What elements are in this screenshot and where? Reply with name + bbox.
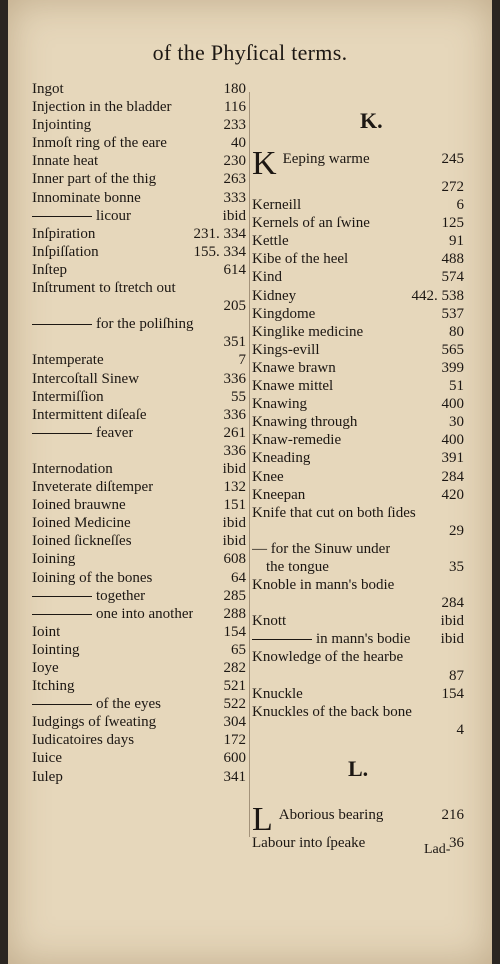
entry-page-number: 285	[223, 587, 246, 604]
index-entry	[32, 623, 246, 641]
entry-term	[32, 116, 91, 134]
index-entry	[252, 359, 464, 377]
entry-term	[32, 514, 131, 532]
index-entry	[252, 196, 464, 214]
index-entry	[32, 749, 246, 767]
entry-page-number: 521	[223, 678, 246, 695]
index-entry	[252, 431, 464, 449]
entry-page-number: 154	[223, 623, 246, 640]
entry-term-text: Kneepan	[252, 486, 306, 503]
index-entry	[32, 532, 246, 550]
entry-term-text: Ioined Medicine	[32, 515, 131, 532]
entry-page-number: 7	[238, 352, 246, 369]
entry-term	[32, 731, 134, 749]
entry-term-text: Inſpiration	[32, 225, 96, 242]
entry-term	[32, 80, 64, 98]
index-entry	[252, 341, 464, 359]
entry-term-text: Kidney	[252, 287, 297, 304]
index-entry	[252, 305, 464, 323]
entry-term-text: Inner part of the thig	[32, 171, 157, 188]
entry-term	[252, 558, 329, 576]
entry-term	[32, 170, 156, 188]
entry-page-number: 80	[449, 323, 464, 340]
entry-term-text: Iudgings of ſweating	[32, 714, 157, 731]
drop-cap-letter: K	[252, 150, 277, 178]
entry-term-text: Injointing	[32, 117, 92, 134]
index-entry	[32, 315, 246, 333]
entry-page-number: 399	[441, 359, 464, 376]
section-heading-k: K.	[360, 108, 383, 133]
entry-term	[32, 424, 133, 442]
ditto-rule	[32, 596, 92, 597]
entry-page-number: ibid	[222, 533, 246, 550]
index-entry	[32, 587, 246, 605]
entry-page-number: 40	[231, 135, 246, 152]
index-entry	[252, 648, 464, 666]
entry-term-text: Inſtrument to ſtretch out	[32, 280, 176, 297]
column-divider	[249, 92, 250, 837]
drop-cap-letter: L	[252, 806, 273, 834]
entry-term-text: Kerneill	[252, 197, 302, 214]
index-entry	[252, 413, 464, 431]
entry-term	[32, 749, 62, 767]
entry-page-number: 614	[223, 261, 246, 278]
entry-page-number	[242, 315, 246, 333]
entry-page-number: 29	[449, 522, 464, 539]
entry-term	[252, 395, 307, 413]
entry-page-number: 91	[449, 233, 464, 250]
ditto-rule	[252, 639, 312, 640]
index-entry	[32, 116, 246, 134]
entry-term	[32, 659, 59, 677]
index-entry	[252, 150, 464, 178]
entry-page-number: 64	[231, 569, 246, 586]
entry-page-number: 55	[231, 388, 246, 405]
index-entry	[32, 569, 246, 587]
index-entry	[252, 721, 464, 739]
index-entry	[32, 442, 246, 460]
entry-page-number: ibid	[222, 515, 246, 532]
entry-term-text: Kibe of the heel	[252, 251, 349, 268]
entry-page-number	[242, 279, 246, 297]
entry-term	[32, 351, 104, 369]
entry-term	[32, 261, 67, 279]
entry-term-text: Ioining	[32, 551, 76, 568]
index-entry	[32, 731, 246, 749]
entry-term	[252, 630, 410, 648]
entry-page-number: 522	[223, 696, 246, 713]
entry-term-text: Inveterate diſtemper	[32, 479, 154, 496]
index-entry	[32, 152, 246, 170]
index-entry	[32, 424, 246, 442]
entry-page-number: 151	[223, 497, 246, 514]
entry-term-text: Iuice	[32, 750, 62, 767]
entry-term	[32, 605, 193, 623]
entry-term	[32, 189, 141, 207]
entry-term-text: Inſpiſſation	[32, 243, 99, 260]
entry-term-text: Injection in the bladder	[32, 99, 172, 116]
index-entry	[252, 703, 464, 721]
entry-page-number: 155. 334	[193, 243, 246, 260]
entry-term-text: Inſtep	[32, 261, 67, 278]
entry-term	[252, 341, 320, 359]
index-entry	[32, 80, 246, 98]
entry-page-number: 261	[223, 424, 246, 441]
index-entry	[252, 612, 464, 630]
entry-term	[252, 703, 412, 721]
catchword: Lad-	[424, 842, 451, 857]
entry-page-number: 600	[223, 750, 246, 767]
entry-term-text: Kingdome	[252, 305, 316, 322]
entry-term	[32, 388, 104, 406]
entry-term-text: Kinglike medicine	[252, 323, 364, 340]
entry-page-number: 51	[449, 378, 464, 395]
entry-page-number: 565	[441, 341, 464, 358]
entry-term-text: Intermittent diſeaſe	[32, 406, 147, 423]
entry-page-number: 288	[223, 605, 246, 622]
entry-term-text: Itching	[32, 678, 75, 695]
entry-page-number: 537	[441, 305, 464, 322]
index-entry	[32, 261, 246, 279]
entry-term-text: for the poliſhing	[96, 316, 194, 333]
entry-term-text: Kneading	[252, 450, 311, 467]
index-column-left	[32, 80, 246, 786]
entry-term-text: Knowledge of the hearbe	[252, 649, 404, 666]
entry-term-text: Knawe mittel	[252, 378, 334, 395]
index-entry	[32, 406, 246, 424]
entry-page-number: ibid	[222, 207, 246, 224]
entry-term	[32, 550, 75, 568]
entry-page-number: ibid	[440, 631, 464, 648]
index-entry	[32, 605, 246, 623]
entry-page-number: 180	[223, 81, 246, 97]
entry-term-text: Iointing	[32, 641, 80, 658]
index-entry	[32, 189, 246, 207]
index-entry	[252, 576, 464, 594]
entry-term-text: Intermiſſion	[32, 388, 104, 405]
index-entry	[32, 659, 246, 677]
index-entry	[32, 388, 246, 406]
entry-page-number: 351	[223, 334, 246, 351]
entry-term-text: Iulep	[32, 768, 63, 785]
entry-page-number: 230	[223, 153, 246, 170]
entry-page-number: 333	[223, 189, 246, 206]
entry-term	[32, 713, 156, 731]
entry-term	[252, 196, 301, 214]
entry-term-text: Knaw-remedie	[252, 432, 342, 449]
entry-page-number	[460, 576, 464, 594]
entry-page-number: 272	[441, 179, 464, 195]
entry-term	[32, 496, 126, 514]
entry-page-number: 233	[223, 117, 246, 134]
entry-term	[32, 587, 145, 605]
index-entry	[252, 540, 464, 558]
entry-term	[32, 532, 132, 550]
entry-page-number: 132	[223, 479, 246, 496]
entry-page-number: 341	[223, 768, 246, 785]
entry-term	[252, 834, 365, 852]
entry-term	[252, 214, 370, 232]
entry-term	[252, 685, 303, 703]
entry-page-number: 336	[223, 370, 246, 387]
entry-page-number: 216	[441, 807, 464, 823]
entry-page-number: 608	[223, 551, 246, 568]
entry-term-text: Labour into ſpeake	[252, 835, 366, 851]
entry-term	[32, 677, 75, 695]
entry-term	[252, 377, 333, 395]
index-entry	[252, 449, 464, 467]
entry-page-number	[460, 648, 464, 666]
entry-page-number	[460, 540, 464, 558]
index-entry	[252, 522, 464, 540]
index-entry	[32, 279, 246, 297]
entry-page-number	[460, 504, 464, 522]
index-entry	[32, 98, 246, 116]
entry-term-text: Intemperate	[32, 352, 104, 369]
entry-page-number: 36	[449, 835, 464, 851]
index-entry	[32, 713, 246, 731]
index-column-k	[252, 150, 464, 739]
index-entry	[252, 323, 464, 341]
entry-page-number: 30	[449, 414, 464, 431]
entry-page-number: 35	[449, 558, 464, 575]
entry-term	[32, 569, 152, 587]
entry-term-text: Knawing	[252, 396, 307, 413]
index-entry	[32, 297, 246, 315]
index-entry	[252, 232, 464, 250]
entry-page-number: 420	[441, 486, 464, 503]
entry-term	[252, 250, 348, 268]
index-entry	[32, 370, 246, 388]
index-entry	[252, 558, 464, 576]
entry-term-text: licour	[96, 207, 131, 224]
index-entry	[32, 243, 246, 261]
entry-page-number: 87	[449, 667, 464, 684]
entry-page-number: 6	[456, 197, 464, 214]
ditto-rule	[32, 433, 92, 434]
entry-term-text: Iudicatoires days	[32, 732, 135, 749]
entry-page-number: 4	[456, 721, 464, 738]
entry-term-text: — for the Sinuw under	[252, 540, 391, 557]
index-entry	[252, 268, 464, 286]
entry-term-text: Intercoſtall Sinew	[32, 370, 140, 387]
entry-term	[252, 449, 310, 467]
entry-term	[252, 648, 403, 666]
index-entry	[252, 630, 464, 648]
index-entry	[32, 677, 246, 695]
entry-term-text: Knott	[252, 613, 287, 630]
entry-page-number: 116	[224, 99, 246, 116]
entry-term	[252, 268, 282, 286]
ditto-rule	[32, 614, 92, 615]
entry-term-text: Innominate bonne	[32, 189, 141, 206]
entry-page-number: 400	[441, 396, 464, 413]
entry-page-number: 172	[223, 732, 246, 749]
entry-term	[32, 98, 172, 116]
entry-page-number: 284	[441, 468, 464, 485]
entry-page-number: ibid	[440, 613, 464, 630]
entry-page-number: 488	[441, 251, 464, 268]
index-entry	[252, 685, 464, 703]
entry-page-number: 400	[441, 432, 464, 449]
entry-term	[252, 576, 394, 594]
entry-term	[252, 806, 383, 834]
index-entry	[32, 514, 246, 532]
entry-term-text: Kings-evill	[252, 341, 320, 358]
entry-page-number: 245	[441, 151, 464, 167]
ditto-rule	[32, 704, 92, 705]
entry-term-text: Knawing through	[252, 414, 358, 431]
entry-term	[32, 460, 113, 478]
book-page	[8, 0, 492, 964]
entry-term	[252, 486, 305, 504]
index-entry	[252, 486, 464, 504]
entry-term	[32, 406, 147, 424]
entry-term-text: Ioining of the bones	[32, 569, 153, 586]
entry-term	[32, 768, 63, 786]
entry-term	[252, 431, 341, 449]
entry-term-text: Knife that cut on both ſides	[252, 504, 416, 521]
index-entry	[32, 768, 246, 786]
index-entry	[252, 250, 464, 268]
entry-term	[32, 207, 131, 225]
entry-term	[252, 540, 390, 558]
ditto-rule	[32, 324, 92, 325]
index-entry	[252, 178, 464, 196]
entry-term-text: Knawe brawn	[252, 359, 336, 376]
entry-term	[252, 287, 296, 305]
index-entry	[252, 504, 464, 522]
entry-term-text: Knuckles of the back bone	[252, 703, 412, 720]
index-entry	[252, 468, 464, 486]
entry-term	[32, 641, 80, 659]
entry-term	[32, 279, 176, 297]
entry-term-text: Aborious bearing	[278, 807, 384, 823]
entry-page-number: ibid	[222, 460, 246, 477]
entry-page-number: 263	[223, 171, 246, 188]
entry-term	[252, 150, 370, 178]
index-entry	[252, 395, 464, 413]
entry-page-number: 282	[223, 660, 246, 676]
entry-term	[32, 225, 95, 243]
entry-term-text: together	[96, 587, 146, 604]
index-entry	[252, 594, 464, 612]
index-entry	[252, 287, 464, 305]
index-entry	[252, 377, 464, 395]
entry-page-number: 205	[223, 298, 246, 315]
entry-page-number: 442. 538	[411, 287, 464, 304]
entry-page-number: 125	[441, 215, 464, 232]
index-entry	[32, 134, 246, 152]
entry-term	[32, 623, 60, 641]
entry-term	[32, 152, 98, 170]
entry-page-number: 336	[223, 442, 246, 459]
entry-page-number	[460, 703, 464, 721]
index-entry	[32, 225, 246, 243]
index-entry	[32, 460, 246, 478]
index-entry	[32, 550, 246, 568]
index-entry	[32, 170, 246, 188]
entry-page-number: 336	[223, 406, 246, 423]
entry-term-text: Innate heat	[32, 153, 99, 170]
section-heading-l: L.	[348, 756, 369, 781]
entry-term	[252, 612, 286, 630]
entry-term-text: Kernels of an ſwine	[252, 215, 370, 232]
entry-term-text: one into another	[96, 605, 194, 622]
entry-term-text: Internodation	[32, 460, 113, 477]
ditto-rule	[32, 216, 92, 217]
index-entry	[32, 333, 246, 351]
entry-term-text: Ioint	[32, 623, 61, 640]
entry-page-number: 231. 334	[193, 225, 246, 242]
entry-term-text: Ingot	[32, 81, 64, 97]
index-entry	[32, 496, 246, 514]
entry-term	[252, 504, 416, 522]
entry-term	[32, 134, 167, 152]
entry-term-text: feaver	[96, 424, 134, 441]
entry-page-number: 284	[441, 595, 464, 612]
entry-term-text: Knee	[252, 468, 284, 485]
entry-term	[252, 468, 284, 486]
entry-page-number: 574	[441, 269, 464, 286]
index-entry	[252, 806, 464, 834]
entry-term	[252, 359, 336, 377]
entry-term	[32, 695, 161, 713]
entry-term-text: of the eyes	[96, 696, 161, 713]
entry-term-text: Ioye	[32, 660, 59, 676]
entry-page-number: 391	[441, 450, 464, 467]
entry-term-text: Kind	[252, 269, 282, 286]
entry-term-text: in mann's bodie	[316, 631, 411, 648]
index-entry	[32, 478, 246, 496]
index-entry	[252, 667, 464, 685]
index-entry	[32, 207, 246, 225]
entry-term	[252, 413, 357, 431]
entry-term	[32, 370, 139, 388]
entry-term	[32, 243, 99, 261]
index-entry	[32, 695, 246, 713]
page-header: of the Phyſical terms.	[152, 40, 348, 65]
entry-term-text: Inmoſt ring of the eare	[32, 135, 167, 152]
entry-page-number: 154	[441, 685, 464, 702]
entry-term-text: Eeping warme	[282, 151, 370, 167]
entry-term	[252, 305, 315, 323]
index-entry	[32, 641, 246, 659]
entry-term-text: Knuckle	[252, 685, 303, 702]
entry-term	[32, 315, 194, 333]
entry-term	[252, 232, 289, 250]
index-entry	[32, 351, 246, 369]
entry-term-text: the tongue	[266, 558, 329, 575]
entry-term-text: Ioined ſickneſſes	[32, 533, 132, 550]
entry-page-number: 304	[223, 714, 246, 731]
index-entry	[252, 214, 464, 232]
entry-term-text: Ioined brauwne	[32, 497, 126, 514]
entry-page-number: 65	[231, 641, 246, 658]
entry-term	[32, 478, 153, 496]
entry-term-text: Knoble in mann's bodie	[252, 577, 395, 594]
entry-term-text: Kettle	[252, 233, 289, 250]
entry-term	[252, 323, 363, 341]
